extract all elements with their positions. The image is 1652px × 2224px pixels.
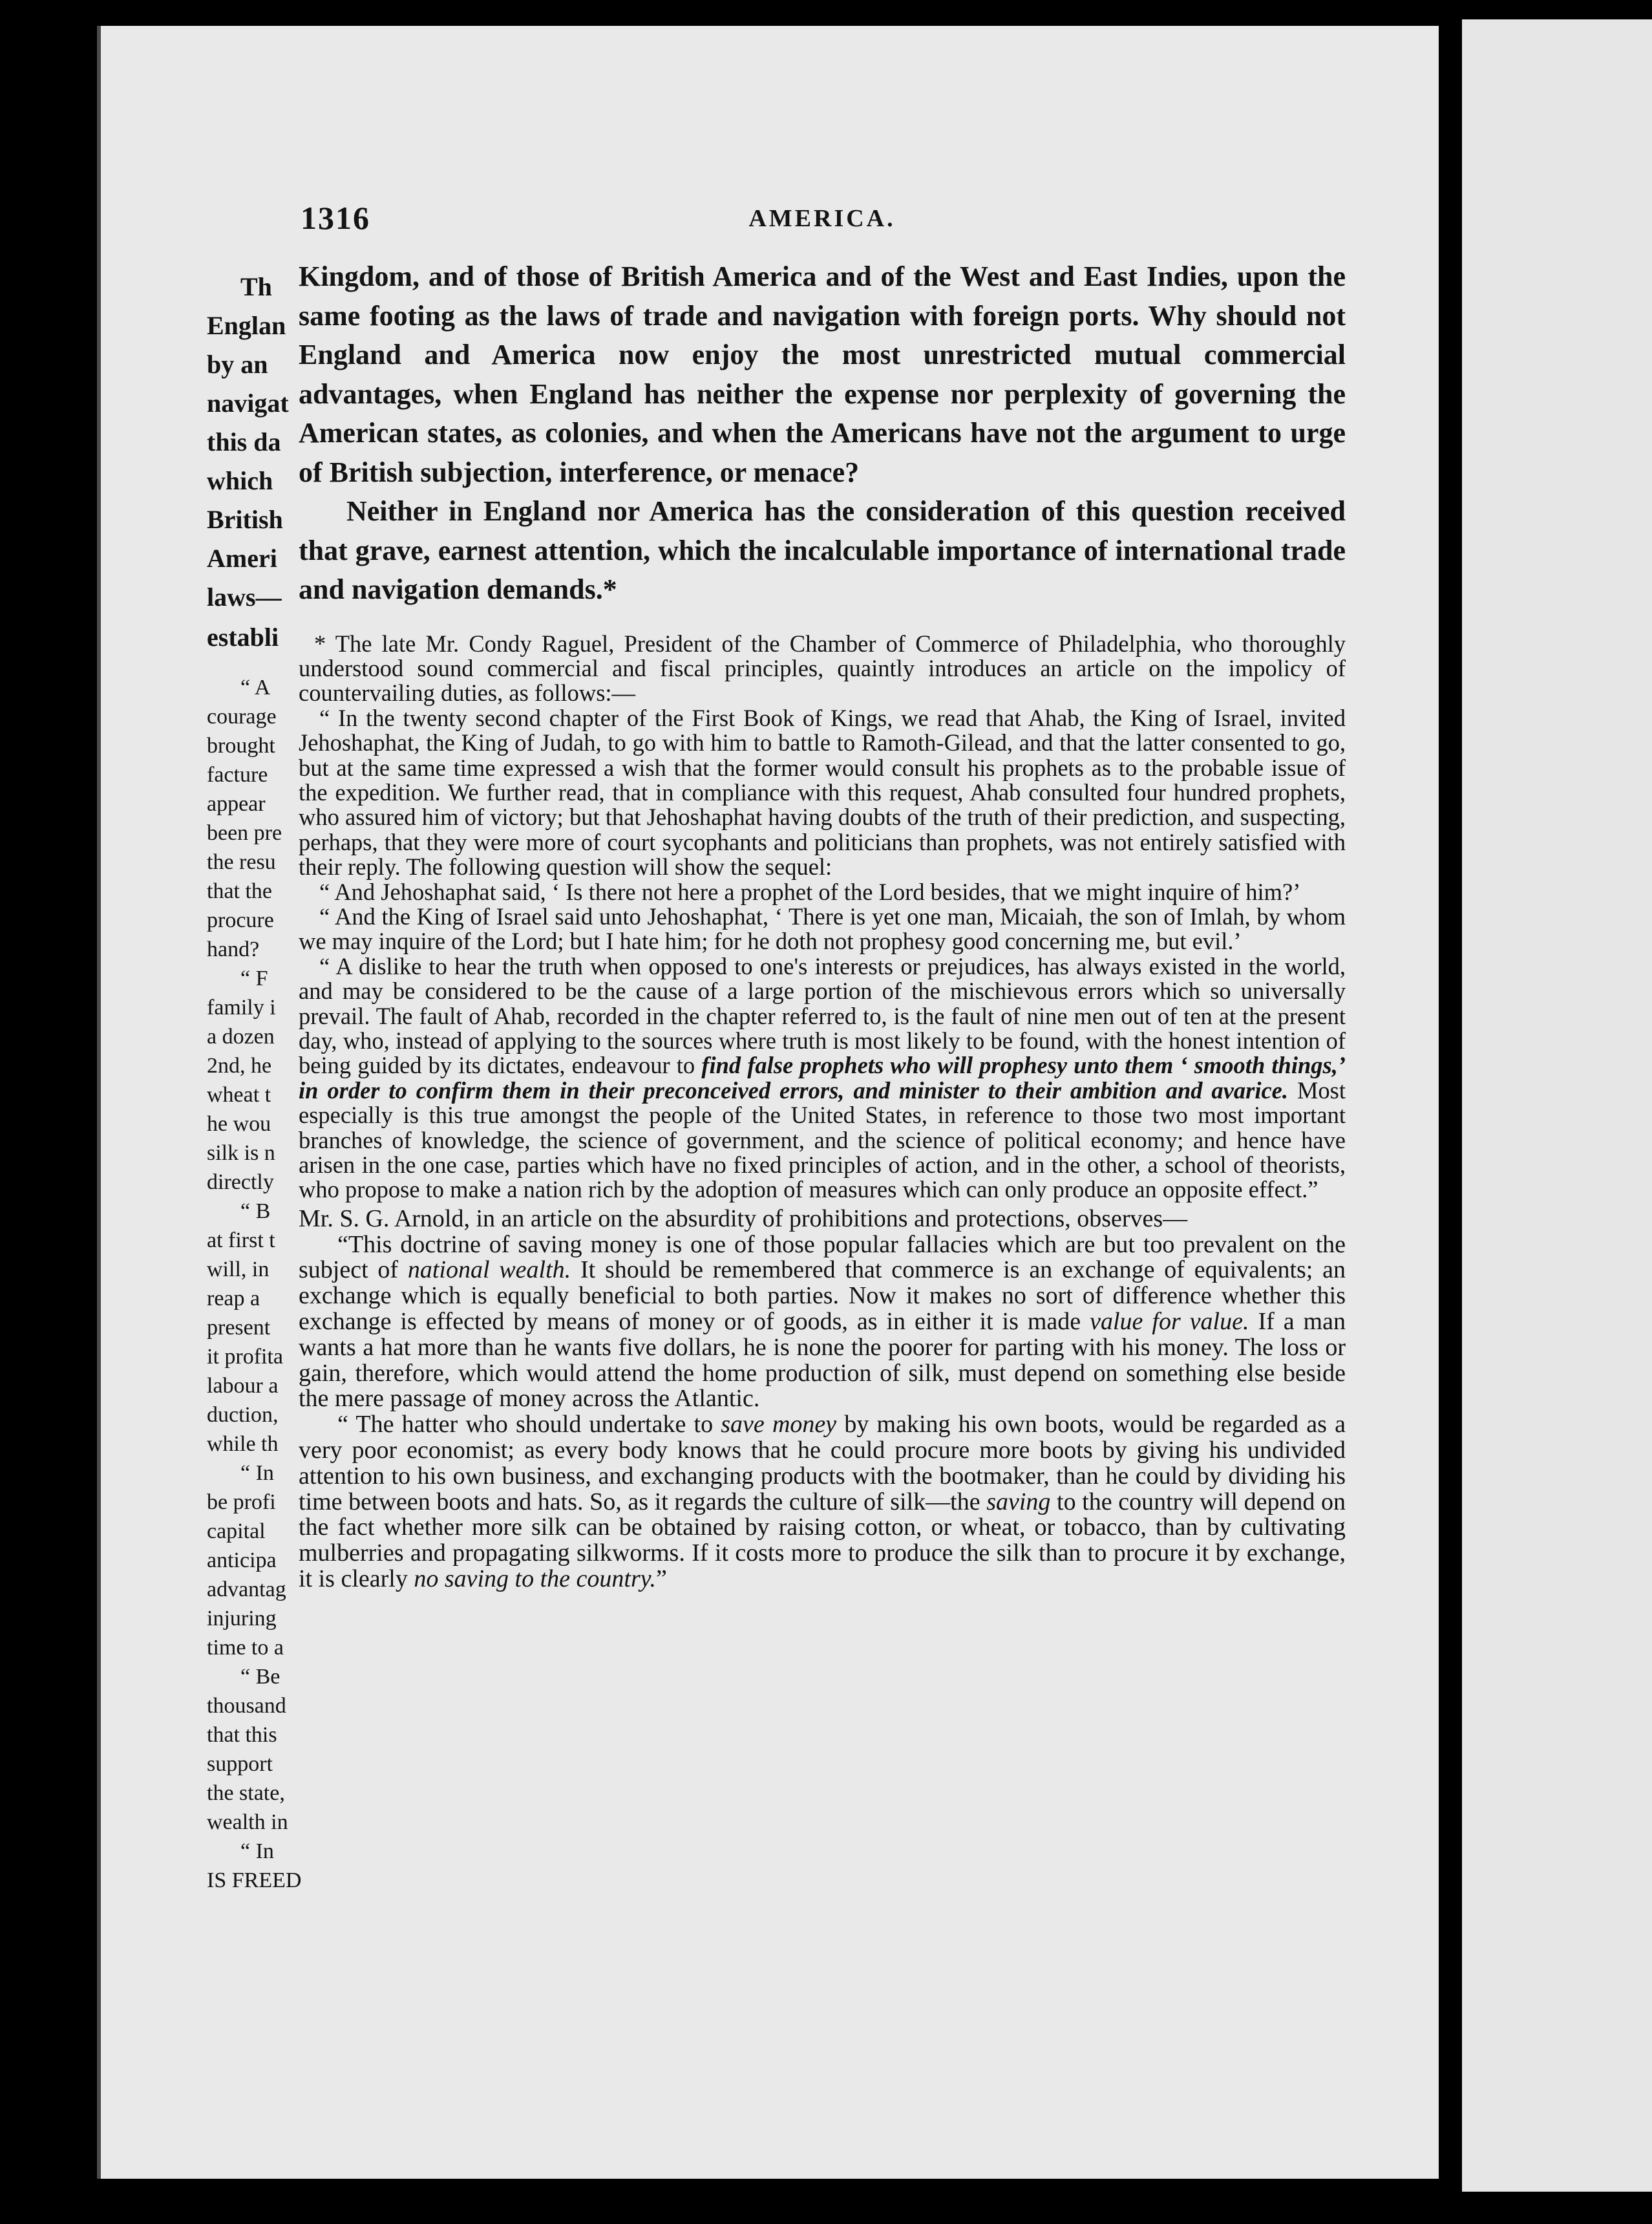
facing-page-line: time to a — [207, 1636, 284, 1660]
facing-page-line: Ameri — [207, 544, 277, 573]
arnold-intro: Mr. S. G. Arnold, in an article on the absurdity of prohibitions and protections, observes— — [299, 1204, 1188, 1232]
quote-text: It should be remembered that commerce is an exchange of equivalents; an exchange which is equally beneficial to both parties. Now it makes no sort of difference whether this exchange is effected by means of money or of goods, as in either it is made — [299, 1256, 1346, 1336]
facing-page-line: present — [207, 1316, 271, 1340]
facing-page-line: labour a — [207, 1374, 279, 1398]
facing-page-line: navigat — [207, 389, 289, 418]
facing-page-line: at first t — [207, 1228, 275, 1252]
facing-page-line: reap a — [207, 1287, 260, 1310]
facing-page-line: will, in — [207, 1257, 270, 1281]
facing-page-line: be profi — [207, 1490, 276, 1514]
quote-italic-text: national wealth. — [407, 1256, 571, 1284]
facing-page-line: wealth in — [207, 1810, 288, 1834]
quote-text: to the country will depend on the fact whether more silk can be obtained by raising cotton, or wheat, or tobacco, than by cultivating mulberries and propagating silkworms. If it costs more to produce the silk than to procure it by exchange, it is clearly — [299, 1488, 1346, 1592]
facing-page-line: appear — [207, 792, 266, 816]
facing-page-line: the state, — [207, 1781, 285, 1805]
facing-page-line: the resu — [207, 850, 276, 874]
footnote-paragraph-4: “ And the King of Israel said unto Jehoshaphat, ‘ There is yet one man, Micaiah, the son of Imlah, by whom we may inquire of the Lord; but I hate him; for he doth not prophesy good concerning me, but evil.’ — [299, 903, 1346, 955]
facing-page-line: that the — [207, 879, 273, 903]
quote-text: by making his own boots, would be regarded as a very poor economist; as every body knows that he could procure more boots by giving his undivided attention to his own business, and exchanging products with the bootmaker, than he could by dividing his time between boots and hats. So, as it regards the culture of silk—the — [299, 1411, 1346, 1515]
facing-page-line: wheat t — [207, 1083, 271, 1107]
quote-italic-text: value for value. — [1090, 1308, 1249, 1336]
facing-page-line: capital — [207, 1519, 266, 1543]
arnold-quote-1 — [299, 1232, 1346, 1413]
facing-page-line: “ In — [240, 1461, 274, 1485]
facing-page-line: family i — [207, 996, 276, 1020]
quote-italic-text: no saving to the country. — [414, 1565, 657, 1592]
facing-page-line: brought — [207, 734, 275, 758]
facing-page-line: he wou — [207, 1112, 271, 1136]
page-header — [301, 199, 1344, 244]
facing-page-line: by an — [207, 350, 268, 379]
facing-page-line: it profita — [207, 1345, 284, 1369]
facing-page-line: laws— — [207, 583, 282, 612]
facing-page-line: which — [207, 466, 273, 495]
footnote-paragraph-1: * The late Mr. Condy Raguel, President of the Chamber of Commerce of Philadelphia, who thoroughly understood sound commercial and fiscal principles, quaintly introduces an article on the impolicy of countervailing duties, as follows:— — [299, 630, 1346, 707]
facing-page-line: hand? — [207, 937, 260, 961]
facing-page-line: that this — [207, 1723, 277, 1747]
facing-page-line: establi — [207, 623, 279, 652]
facing-page-line: facture — [207, 763, 268, 787]
facing-page-line: “ B — [240, 1199, 271, 1223]
running-head: AMERICA. — [748, 205, 896, 232]
quote-text: ” — [656, 1565, 667, 1592]
facing-page-line: Englan — [207, 311, 286, 340]
quote-text: If a man wants a hat more than he wants five dollars, he is none the poorer for parting with his money. The loss or gain, therefore, which would attend the home production of silk, must depend on something else beside the mere passage of money across the Atlantic. — [299, 1308, 1346, 1413]
facing-page-line: advantag — [207, 1577, 286, 1601]
arnold-section — [299, 1206, 1346, 1592]
facing-page-line: 2nd, he — [207, 1054, 272, 1078]
quote-italic-text: save money — [721, 1411, 837, 1438]
footnote-text: Most especially is this true amongst the people of the United States, in reference to those two most important branches of knowledge, the science of government, and the science of political economy; and hence have arisen in the one case, parties which have no fixed principles of action, and in the other, a school of theorists, who propose to make a nation rich by the adoption of measures which can only produce an opposite effect.” — [299, 1076, 1346, 1203]
footnote-paragraph-3: “ And Jehoshaphat said, ‘ Is there not here a prophet of the Lord besides, that we might inquire of him?’ — [319, 878, 1301, 905]
facing-page-line: silk is n — [207, 1141, 275, 1165]
facing-page-line: courage — [207, 705, 277, 729]
quote-text: “ The hatter who should undertake to — [337, 1411, 721, 1438]
footnote-italic-text: find false prophets who will prophesy unto them ‘ smooth things,’ in order to confirm them in their preconceived errors, and minister to their ambition and avarice. — [299, 1052, 1346, 1104]
arnold-quote-2 — [299, 1412, 1346, 1592]
footnote-paragraph-5 — [299, 954, 1346, 1203]
facing-page-line: “ Be — [240, 1665, 281, 1689]
facing-page-line: been pre — [207, 821, 282, 845]
facing-page-line: this da — [207, 427, 281, 456]
facing-page-line: while th — [207, 1432, 279, 1456]
facing-page-line: support — [207, 1752, 273, 1776]
facing-page-line: anticipa — [207, 1548, 277, 1572]
body-paragraph-2: Neither in England nor America has the consideration of this question received that grave, earnest attention, which the incalculable importance of international trade and navigation demands.* — [299, 495, 1346, 605]
facing-page-line: procure — [207, 908, 274, 932]
facing-page-line: thousand — [207, 1694, 286, 1718]
facing-page-line: “ A — [240, 676, 271, 700]
quote-italic-text: saving — [986, 1488, 1051, 1515]
facing-page-line: a dozen — [207, 1025, 275, 1049]
footnote — [299, 632, 1346, 1203]
facing-page-line: IS FREED — [207, 1868, 302, 1892]
footnote-text: “ A dislike to hear the truth when opposed to one's interests or prejudices, has always existed in the world, and may be considered to be the cause of a large portion of the mischievous errors which so universally prevail. The fault of Ahab, recorded in the chapter referred to, is the fault of nine men out of ten at the present day, who, instead of applying to the sources where truth is most likely to be found, with the honest intention of being guided by its dictates, endeavour to — [299, 952, 1346, 1079]
facing-page-line: British — [207, 505, 283, 534]
facing-page-line: “ F — [240, 967, 268, 990]
facing-page-line: directly — [207, 1170, 274, 1194]
facing-page-line: duction, — [207, 1403, 279, 1427]
facing-page-line: “ In — [240, 1839, 274, 1863]
facing-page-line: Th — [240, 272, 272, 301]
page-number: 1316 — [301, 200, 370, 236]
page-content — [299, 257, 1346, 1592]
body-paragraph-1: Kingdom, and of those of British America and of the West and East Indies, upon the same footing as the laws of trade and navigation with foreign ports. Why should not England and America now enjoy the most unrestricted mutual commercial advantages, when England has neither the expense nor perplexity of governing the American states, as colonies, and when the Americans have not the argument to urge of British subjection, interference, or menace? — [299, 261, 1346, 488]
quote-text: “This doctrine of saving money is one of those popular fallacies which are but too prevalent on the subject of — [299, 1230, 1346, 1284]
footnote-paragraph-2: “ In the twenty second chapter of the First Book of Kings, we read that Ahab, the King of Israel, invited Jehoshaphat, the King of Judah, to go with him to battle to Ramoth-Gilead, and that the latter consented to go, but at the same time expressed a wish that the former would consult his prophets as to the probable issue of the expedition. We further read, that in compliance with this request, Ahab consulted four hundred prophets, who assured him of victory; but that Jehoshaphat having doubts of the truth of their prediction, and suspecting, perhaps, that they were more of court sycophants and politicians than prophets, was not entirely satisfied with their reply. The following question will show the sequel: — [299, 704, 1346, 881]
facing-page-line: injuring — [207, 1607, 277, 1631]
